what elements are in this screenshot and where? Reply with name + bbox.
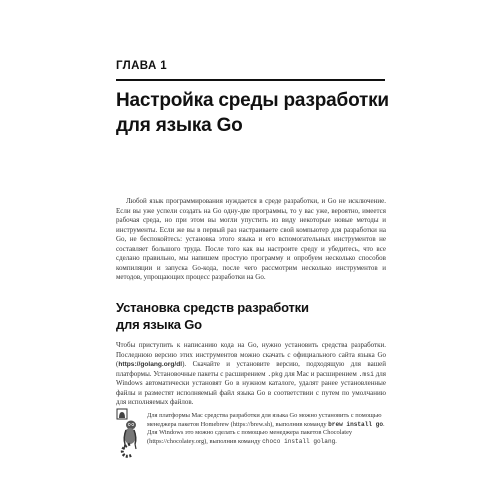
note-text	[147, 412, 389, 446]
paragraph-text: Чтобы приступить к написанию кода на Go, нужно установить средства разработки. Последнюю версию этих инструментов можно скачать с официального сайта языка Go (	[116, 341, 386, 369]
install-paragraph	[116, 341, 386, 408]
lemur-icon	[116, 408, 142, 458]
code-pkg: .pkg	[267, 370, 283, 378]
intro-paragraph: Любой язык программирования нуждается в среде разработки, и Go не исключение. Если вы уже успели создать на Go одну-две программы, то у вас уже, вероятно, имеется рабочая среда, но при этом вы могли упустить из виду некоторые новые методы и инструменты. Если же вы в первый раз настраиваете свой компьютер для разработки на Go, не беспокойтесь: установка этого языка и его вспомогательных инструментов не составляет большого труда. После того как вы настроите среду и убедитесь, что все сделано правильно, мы напишем простую программу и опробуем несколько способов компиляции и запуска Go-кода, после чего рассмотрим несколько инструментов и методов, упрощающих процесс разработки на Go.	[116, 197, 386, 282]
section-heading	[116, 299, 396, 333]
code-choco-command: choco install golang	[262, 437, 336, 445]
code-msi: .msi	[358, 370, 374, 378]
section-heading-line: для языка Go	[116, 317, 202, 332]
code-brew-command: brew install go	[328, 420, 383, 428]
download-link: https://golang.org/dl	[118, 361, 183, 369]
paragraph-text: для Mac и расширением	[282, 369, 359, 378]
note-text-part: . Для Windows это можно сделать с помощью менеджера пакетов Chocolatey (https://chocolatey.org), выполнив команду	[147, 420, 385, 445]
chapter-rule	[116, 79, 385, 81]
chapter-title-line: для языка Go	[116, 115, 243, 136]
paragraph-text: ). Скачайте и установите версию, подходящую для вашей платформы. Установочные пакеты с расширением	[116, 360, 386, 378]
note-text-part: .	[335, 437, 337, 445]
paragraph-text: для Windows автоматически установят Go в нужном каталоге, удалят ранее установленные файлы и разместят исполняемый файл языка Go в соответствии с путем по умолчанию для исполняемых файлов.	[116, 369, 386, 407]
chapter-title	[116, 88, 416, 138]
note-text-part: Для платформы Mac средства разработки для языка Go можно установить с помощью менеджера пакетов Homebrew (https://brew.sh), выполнив команду	[147, 412, 382, 428]
chapter-title-line: Настройка среды разработки	[116, 90, 389, 111]
chapter-label: ГЛАВА 1	[116, 60, 168, 72]
section-heading-line: Установка средств разработки	[116, 300, 309, 315]
